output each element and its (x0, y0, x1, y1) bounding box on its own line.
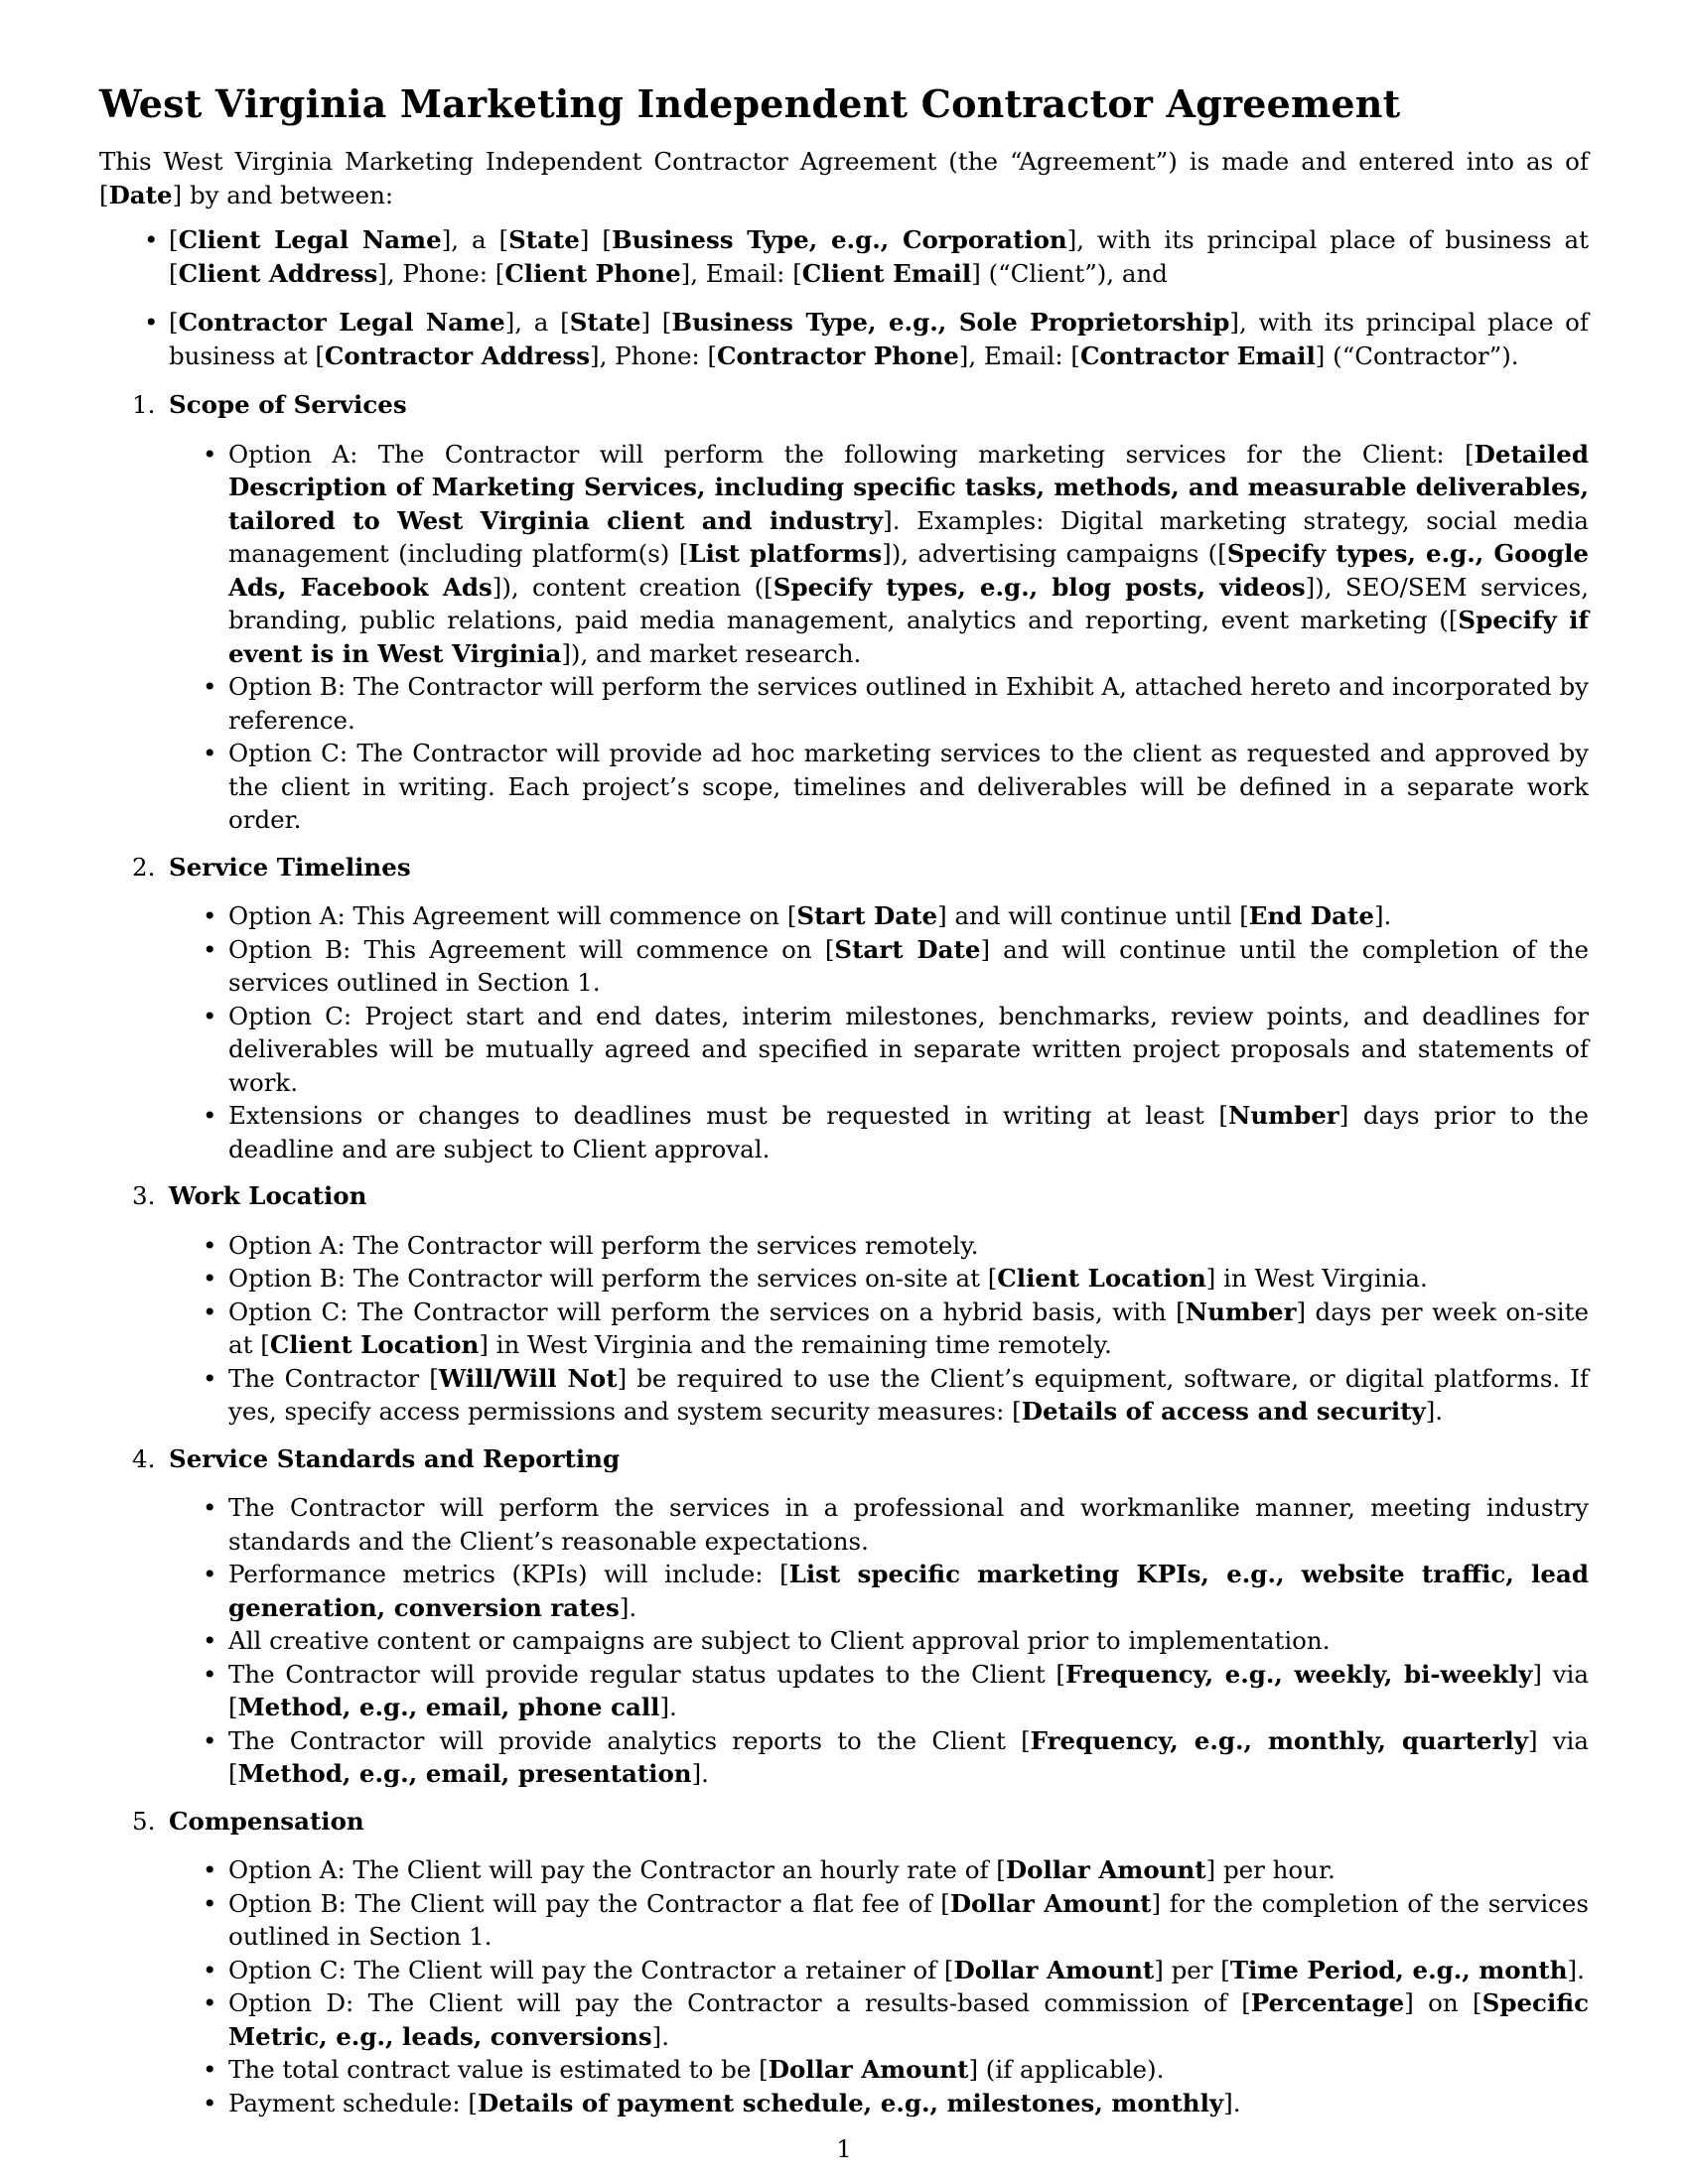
section-item (99, 737, 1589, 837)
section-number: 1. (132, 390, 156, 419)
section-item (99, 1000, 1589, 1100)
placeholder-field: Dollar Amount (953, 1955, 1155, 1984)
section-item (99, 1099, 1589, 1165)
placeholder-field: Client Legal Name (178, 225, 442, 254)
text-run: ], a [ (504, 308, 570, 337)
section-title: Work Location (169, 1181, 367, 1210)
section-item (99, 1624, 1589, 1658)
party-contractor (99, 306, 1589, 372)
placeholder-field: Client Phone (504, 258, 681, 288)
text-run: ] via [ (228, 1725, 1589, 1788)
text-run: ] via [ (228, 1659, 1589, 1721)
section-item (99, 670, 1589, 737)
text-run: [ (169, 308, 179, 337)
text-run: Option A: The Contractor will perform the services remotely. (228, 1230, 979, 1260)
text-run: ], a [ (441, 225, 509, 254)
text-run: ] per [ (1154, 1955, 1230, 1984)
section-item (99, 1724, 1589, 1791)
document-title: West Virginia Marketing Independent Contractor Agreement (99, 81, 1401, 126)
text-run: This West Virginia Marketing Independent Contractor Agreement (the “Agreement”) is made and entered into as of [ (99, 147, 1589, 209)
placeholder-field: Method, e.g., email, presentation (237, 1759, 692, 1788)
section-title: Scope of Services (169, 390, 407, 419)
placeholder-field: Contractor Legal Name (178, 308, 505, 337)
section-item (99, 1658, 1589, 1724)
placeholder-field: List specific marketing KPIs, e.g., website traffic, lead generation, conversion rates (228, 1560, 1590, 1622)
text-run: ], Email: [ (958, 341, 1080, 370)
text-run: Performance metrics (KPIs) will include: [ (228, 1560, 789, 1588)
section-title: Service Timelines (169, 852, 411, 882)
section-heading (99, 1179, 1589, 1213)
text-run: The total contract value is estimated to be [ (228, 2055, 769, 2084)
placeholder-field: Specify if event is in West Virginia (228, 606, 1589, 668)
section-heading (99, 1442, 1589, 1476)
text-run: Option B: This Agreement will commence on [ (228, 934, 835, 964)
text-run: ], with its principal place of business at [ (169, 308, 1590, 370)
section-heading (99, 388, 1589, 422)
section-item (99, 1362, 1589, 1429)
text-run: Option C: The Client will pay the Contractor a retainer of [ (228, 1955, 954, 1984)
placeholder-field: Business Type, e.g., Corporation (611, 225, 1067, 254)
section-number: 5. (132, 1806, 156, 1836)
section-title: Compensation (169, 1806, 364, 1836)
sections-list (99, 388, 1589, 2119)
placeholder-field: Will/Will Not (438, 1363, 618, 1393)
text-run: Option A: This Agreement will commence on [ (228, 901, 797, 930)
placeholder-field: End Date (1248, 901, 1374, 930)
text-run: ]. Examples: Digital marketing strategy, social media management (including platform(s) [ (228, 505, 1590, 568)
text-run: [ (169, 225, 179, 254)
text-run: ] on [ (1404, 1988, 1482, 2017)
text-run: ] by and between: (172, 180, 394, 209)
section-item (99, 438, 1589, 671)
text-run: ], Phone: [ (590, 341, 718, 370)
text-run: ] and will continue until [ (937, 901, 1249, 930)
placeholder-field: Start Date (834, 934, 981, 964)
placeholder-field: State (508, 225, 580, 254)
text-run: ] (if applicable). (968, 2055, 1165, 2084)
party-client (99, 223, 1589, 290)
section-item (99, 2087, 1589, 2120)
section-items (99, 1229, 1589, 1429)
section-items (99, 899, 1589, 1165)
text-run: Option B: The Contractor will perform the services outlined in Exhibit A, attached hereto and incorporated by reference. (228, 672, 1589, 735)
text-run: ] in West Virginia and the remaining time remotely. (479, 1330, 1112, 1359)
text-run: ] days prior to the deadline and are subject to Client approval. (228, 1101, 1589, 1163)
text-run: Option B: The Client will pay the Contractor a flat fee of [ (228, 1888, 950, 1918)
text-run: ]. (1567, 1955, 1585, 1984)
text-run: Extensions or changes to deadlines must be requested in writing at least [ (228, 1101, 1228, 1130)
text-run: All creative content or campaigns are subject to Client approval prior to implementation. (228, 1626, 1331, 1655)
placeholder-field: Detailed Description of Marketing Services, including specific tasks, methods, and measurable deliverables, tailored to West Virginia client and industry (228, 439, 1589, 535)
text-run: ], Phone: [ (377, 258, 505, 288)
placeholder-field: Frequency, e.g., weekly, bi-weekly (1064, 1659, 1533, 1689)
parties-list (99, 223, 1589, 372)
section-1 (99, 388, 1589, 837)
text-run: ]. (1425, 1397, 1444, 1426)
placeholder-field: Dollar Amount (1005, 1855, 1206, 1884)
text-run: The Contractor will provide regular status updates to the Client [ (228, 1659, 1065, 1689)
section-number: 2. (132, 852, 156, 882)
section-item (99, 899, 1589, 933)
text-run: ]), and market research. (561, 638, 862, 668)
section-number: 4. (132, 1443, 156, 1473)
text-run: ]. (1223, 2088, 1241, 2117)
section-heading (99, 1805, 1589, 1839)
section-item (99, 1887, 1589, 1954)
text-run: ] (“Contractor”). (1315, 341, 1519, 370)
section-4 (99, 1442, 1589, 1791)
text-run: ] and will continue until the completion of the services outlined in Section 1. (228, 934, 1589, 997)
text-run: Option A: The Client will pay the Contractor an hourly rate of [ (228, 1855, 1006, 1884)
intro-paragraph (99, 145, 1589, 211)
text-run: ]. (1373, 901, 1392, 930)
text-run: Payment schedule: [ (228, 2088, 478, 2117)
text-run: ]. (659, 1693, 677, 1721)
placeholder-field: Method, e.g., email, phone call (237, 1693, 660, 1721)
text-run: ] per hour. (1205, 1855, 1336, 1884)
section-item (99, 1558, 1589, 1624)
section-item (99, 1954, 1589, 1987)
text-run: ]. (691, 1759, 709, 1788)
text-run: The Contractor will provide analytics reports to the Client [ (228, 1725, 1031, 1755)
placeholder-field: Details of payment schedule, e.g., milestones, monthly (477, 2088, 1224, 2117)
text-run: Option C: The Contractor will provide ad hoc marketing services to the client as requested and approved by the client in writing. Each project’s scope, timelines and deliverables will be defined in a separate work order. (228, 739, 1589, 834)
section-item (99, 1491, 1589, 1558)
placeholder-field: Business Type, e.g., Sole Proprietorship (671, 308, 1230, 337)
placeholder-field: Client Location (269, 1330, 480, 1359)
section-item (99, 1262, 1589, 1296)
section-items (99, 438, 1589, 837)
text-run: ] days per week on-site at [ (228, 1297, 1589, 1359)
text-run: The Contractor [ (228, 1363, 439, 1393)
placeholder-field: Frequency, e.g., monthly, quarterly (1030, 1725, 1528, 1755)
text-run: ]), advertising campaigns ([ (882, 539, 1227, 568)
text-run: ] be required to use the Client’s equipment, software, or digital platforms. If yes, specify access permissions and system security measures: [ (228, 1363, 1589, 1426)
placeholder-field: Specify types, e.g., blog posts, videos (773, 572, 1306, 602)
text-run: ]), content creation ([ (492, 572, 774, 602)
placeholder-field: Dollar Amount (768, 2055, 969, 2084)
section-title: Service Standards and Reporting (169, 1443, 621, 1473)
placeholder-field: State (569, 308, 641, 337)
text-run: Option D: The Client will pay the Contractor a results-based commission of [ (228, 1988, 1251, 2017)
text-run: Option A: The Contractor will perform the following marketing services for the Client: [ (228, 439, 1475, 469)
text-run: Option C: Project start and end dates, interim milestones, benchmarks, review points, and deadlines for deliverables will be mutually agreed and specified in separate written project proposals and statements of work. (228, 1001, 1589, 1097)
placeholder-field: Contractor Address (324, 341, 591, 370)
text-run: ], Email: [ (680, 258, 802, 288)
placeholder-field: Start Date (796, 901, 938, 930)
text-run: ]. (619, 1592, 637, 1622)
section-items (99, 1491, 1589, 1791)
placeholder-field: Details of access and security (1021, 1397, 1426, 1426)
document-body (99, 81, 1589, 2133)
text-run: ] for the completion of the services outlined in Section 1. (228, 1888, 1589, 1951)
text-run: Option B: The Contractor will perform the services on-site at [ (228, 1264, 998, 1293)
text-run: The Contractor will perform the services in a professional and workmanlike manner, meeting industry standards and the Client’s reasonable expectations. (228, 1493, 1589, 1556)
text-run: ], with its principal place of business at [ (169, 225, 1589, 288)
placeholder-field: Number (1227, 1101, 1339, 1130)
text-run: ]. (651, 2021, 670, 2051)
section-3 (99, 1179, 1589, 1429)
placeholder-field: Dollar Amount (949, 1888, 1152, 1918)
section-item (99, 1229, 1589, 1263)
placeholder-field: Client Address (178, 258, 378, 288)
section-items (99, 1853, 1589, 2119)
text-run: ] [ (579, 225, 612, 254)
text-run: ] (“Client”), and (971, 258, 1168, 288)
placeholder-field: List platforms (688, 539, 883, 568)
placeholder-field: Client Location (997, 1264, 1206, 1293)
placeholder-field: Specify types, e.g., Google Ads, Facebook Ads (228, 539, 1590, 602)
placeholder-field: Time Period, e.g., month (1229, 1955, 1568, 1984)
text-run: ]), SEO/SEM services, branding, public relations, paid media management, analytics and reporting, event marketing ([ (228, 572, 1589, 634)
placeholder-field: Contractor Email (1079, 341, 1316, 370)
section-2 (99, 851, 1589, 1166)
text-run: ] [ (640, 308, 672, 337)
section-item (99, 2053, 1589, 2087)
section-heading (99, 851, 1589, 885)
text-run: Option C: The Contractor will perform the services on a hybrid basis, with [ (228, 1297, 1186, 1326)
section-item (99, 1853, 1589, 1887)
placeholder-field: Number (1185, 1297, 1297, 1326)
placeholder-field: Client Email (801, 258, 972, 288)
placeholder-field: Contractor Phone (717, 341, 959, 370)
placeholder-field: Specific Metric, e.g., leads, conversions (228, 1988, 1589, 2051)
section-item (99, 1986, 1589, 2053)
section-item (99, 1296, 1589, 1362)
page-number: 1 (836, 2135, 852, 2163)
placeholder-field: Percentage (1250, 1988, 1405, 2017)
section-item (99, 933, 1589, 1000)
section-number: 3. (132, 1181, 156, 1210)
placeholder-field: Date (108, 180, 173, 209)
text-run: ] in West Virginia. (1205, 1264, 1428, 1293)
section-5 (99, 1805, 1589, 2120)
